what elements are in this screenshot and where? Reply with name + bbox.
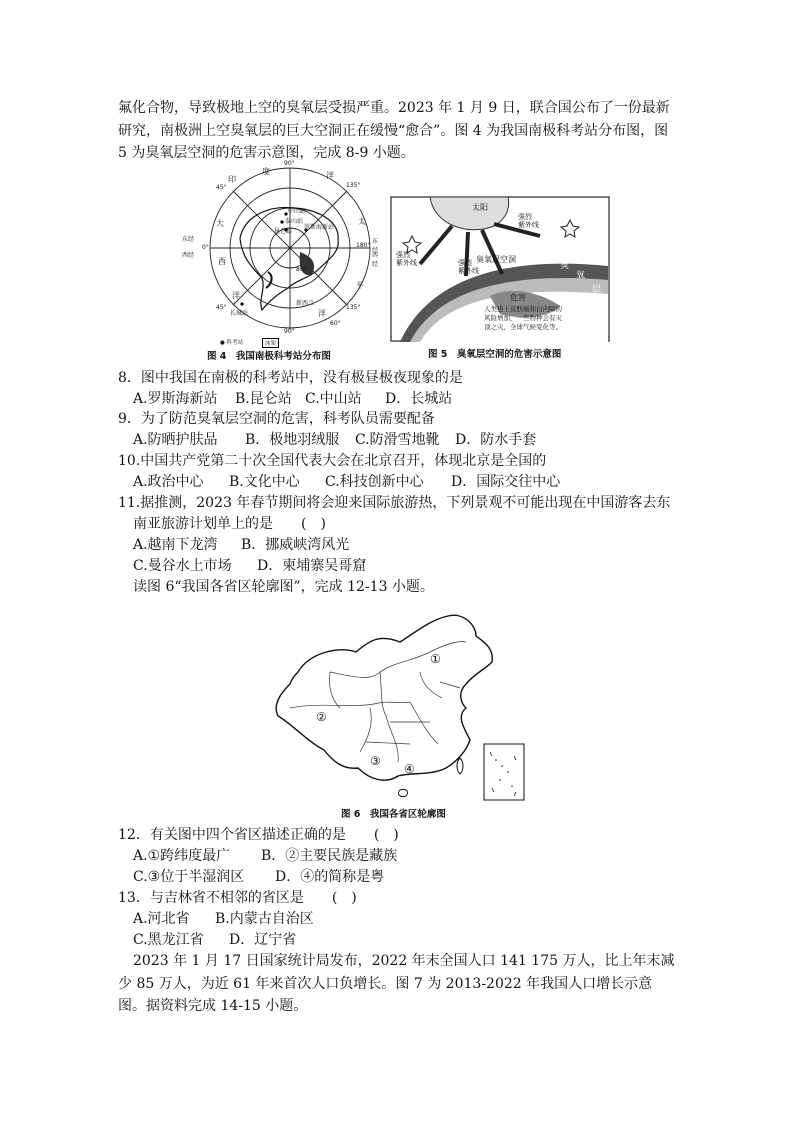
figure-4-labels	[182, 160, 380, 348]
q11-option-c[interactable]: C.曼谷水上市场	[133, 558, 232, 574]
intro-paragraph: 氟化合物，导致极地上空的臭氧层受损严重。2023 年 1 月 9 日，联合国公布了一份最新研究，南极洲上空臭氧层的巨大空洞正在缓慢“愈合”。图 4 为我国南极科考站分布图，图 5 为臭氧层空洞的危害示意图，完成 8-9 小题。	[118, 100, 670, 161]
ocean-char: 洋	[232, 291, 240, 300]
figure-4-caption: 图 4 我国南极科考站分布图	[207, 351, 331, 362]
sun-label: 太阳	[472, 203, 488, 212]
q8-option-b[interactable]: B.昆仑站	[235, 391, 292, 407]
station-label: 新西兰	[296, 300, 315, 307]
q9-option-c[interactable]: C.防滑雪地靴	[355, 432, 440, 448]
degree-label: 45°	[216, 304, 227, 311]
q13-options-row1	[133, 909, 314, 929]
q8-option-c[interactable]: C.中山站	[305, 391, 362, 407]
q10-option-b[interactable]: B.文化中心	[229, 474, 300, 490]
q12-option-a[interactable]: A.①跨纬度最广	[133, 848, 231, 864]
q8-options	[133, 389, 452, 409]
ray-label: 紫外线	[396, 259, 417, 267]
edge-label: 东经	[372, 238, 379, 254]
legend-ice-shelf: 冰架	[262, 338, 279, 348]
edge-label: 西经	[182, 252, 195, 259]
q10-option-a[interactable]: A.政治中心	[133, 474, 204, 490]
q13-option-c[interactable]: C.黑龙江省	[133, 932, 204, 948]
q11-options-row2	[133, 556, 366, 576]
q13-option-b[interactable]: B.内蒙古自治区	[215, 911, 314, 927]
province-mark-3: ③	[370, 754, 381, 768]
figure-5-labels	[390, 196, 610, 342]
q11-option-b[interactable]: B．挪威峡湾风光	[241, 537, 350, 553]
q10-option-d[interactable]: D．国际交往中心	[451, 474, 561, 490]
ozone-layer-char: 臭	[560, 261, 570, 271]
ocean-char: 度	[262, 167, 270, 176]
ocean-char: 印	[228, 175, 236, 184]
station-label: 昆仑站	[274, 228, 293, 235]
legend-station: ● 科考站	[220, 340, 244, 346]
province-mark-4: ④	[404, 762, 415, 776]
ocean-char: 平	[356, 281, 364, 290]
q9-option-d[interactable]: D．防水手套	[455, 432, 537, 448]
q13-option-a[interactable]: A.河北省	[133, 911, 190, 927]
province-mark-1: ①	[430, 652, 441, 666]
degree-label: 135°	[346, 304, 361, 311]
q10-options	[133, 472, 560, 492]
ocean-char: 洋	[318, 309, 326, 318]
station-label: 泰山站	[285, 218, 304, 225]
ozone-hole-label: 臭氧层空洞	[476, 255, 516, 264]
q9-option-a[interactable]: A.防晒护肤品	[133, 432, 218, 448]
station-label: 中山站	[288, 208, 307, 215]
ray-label: 强烈	[518, 213, 532, 221]
degree-label: 90°	[284, 328, 295, 335]
edge-label: 西经	[372, 252, 379, 268]
ocean-char: 太	[358, 217, 366, 226]
edge-label: 东经	[182, 236, 195, 243]
figure-6-caption: 图 6 我国各省区轮廓图	[341, 809, 446, 820]
station-label: 长城站	[230, 310, 249, 317]
degree-label: 60°	[330, 320, 341, 327]
harm-label: 危害	[510, 293, 526, 302]
q9-option-b[interactable]: B．极地羽绒服	[245, 432, 340, 448]
ocean-char: 大	[216, 219, 224, 228]
q12-option-b[interactable]: B．②主要民族是藏族	[261, 848, 398, 864]
figure-6-marks	[270, 612, 526, 804]
q10-stem: 10.中国共产党第二十次全国代表大会在北京召开，体现北京是全国的	[118, 453, 547, 469]
q11-option-d[interactable]: D．柬埔寨吴哥窟	[257, 558, 367, 574]
q13-option-d[interactable]: D．辽宁省	[229, 932, 297, 948]
figure-5-caption: 图 5 臭氧层空洞的危害示意图	[428, 349, 562, 360]
q9-options	[133, 430, 536, 450]
ozone-layer-char: 层	[592, 285, 602, 295]
q12-stem: 12．有关图中四个省区描述正确的是 ( )	[118, 827, 399, 843]
station-label: 罗斯海新站	[304, 224, 335, 231]
q12-option-d[interactable]: D．④的简称是粤	[275, 869, 385, 885]
q13-stem: 13．与吉林省不相邻的省区是 ( )	[118, 890, 357, 906]
q12-options-row2	[133, 867, 384, 887]
q12-option-c[interactable]: C.③位于半湿润区	[133, 869, 245, 885]
ray-label: 强烈	[396, 251, 410, 259]
q11-options-row1	[133, 535, 349, 555]
degree-label: 0°	[202, 244, 209, 251]
harm-note-line: 顶之灾，全球气候变化等。	[484, 323, 562, 331]
q8-stem: 8．图中我国在南极的科考站中，没有极昼极夜现象的是	[118, 370, 463, 386]
ray-label: 强烈	[458, 259, 472, 267]
q12-options-row1	[133, 846, 397, 866]
degree-label: 90°	[284, 160, 295, 167]
harm-note-line: 风险增加，一些物种会有灭	[484, 314, 562, 322]
q8-option-d[interactable]: D．长城站	[385, 391, 453, 407]
population-paragraph: 2023 年 1 月 17 日国家统计局发布，2022 年末全国人口 141 175 万人，比上年末减少 85 万人，为近 61 年来首次人口负增长。图 7 为 2013-2022 年我国人口增长示意图。据资料完成 14-15 小题。	[118, 953, 675, 1014]
q8-option-a[interactable]: A.罗斯海新站	[133, 391, 218, 407]
ray-label: 紫外线	[458, 267, 479, 275]
province-mark-2: ②	[316, 710, 327, 724]
q11-option-a[interactable]: A.越南下龙湾	[133, 537, 218, 553]
degree-label: 180°	[356, 242, 371, 249]
ocean-char: 西	[218, 257, 226, 266]
q9-stem: 9．为了防范臭氧层空洞的危害，科考队员需要配备	[118, 411, 435, 427]
q13-options-row2	[133, 930, 296, 950]
q11-stem-line1: 11.据推测，2023 年春节期间将会迎来国际旅游热，下列景观不可能出现在中国游客去东	[118, 495, 671, 511]
figure-6-instruction: 读图 6“我国各省区轮廓图”，完成 12-13 小题。	[133, 579, 434, 595]
degree-label: 45°	[216, 184, 227, 191]
ozone-layer-char: 氧	[576, 271, 586, 281]
degree-label: 135°	[346, 182, 361, 189]
degree-label: 80°	[296, 266, 307, 273]
ocean-char: 洋	[326, 171, 334, 180]
q10-option-c[interactable]: C.科技创新中心	[325, 474, 424, 490]
harm-note-line: 人类患上皮肤癌和白内障的	[484, 305, 562, 313]
q11-stem-line2: 南亚旅游计划单上的是 ( )	[133, 516, 326, 532]
ray-label: 紫外线	[518, 221, 539, 229]
